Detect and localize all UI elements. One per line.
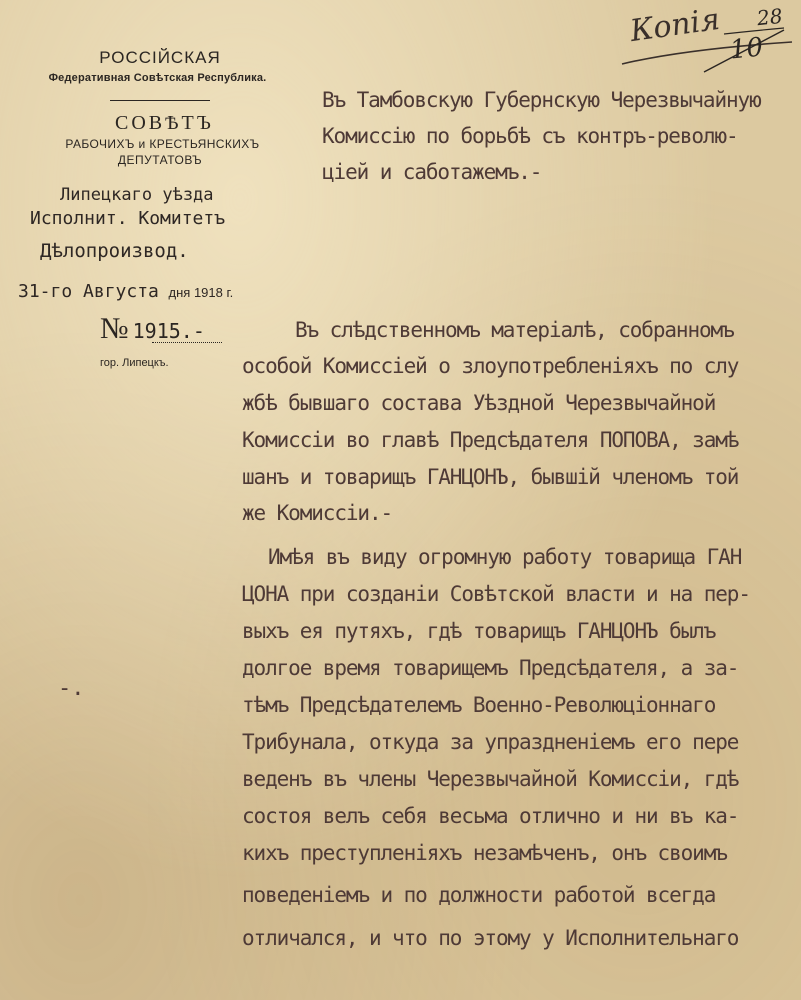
body-line: особой Комиссіей о злоупотребленіяхъ по слу xyxy=(242,354,739,378)
letterhead-divider xyxy=(110,100,210,101)
number-underline xyxy=(152,342,222,343)
handwritten-word: Копія xyxy=(628,1,723,50)
number-value: 1915.- xyxy=(132,319,205,343)
body-line: Въ слѣдственномъ матеріалѣ, собранномъ xyxy=(295,318,734,342)
addressee-line: ціей и саботажемъ.- xyxy=(322,160,542,184)
date-suffix: дня 1918 г. xyxy=(168,285,234,300)
body-line: тѣмъ Предсѣдателемъ Военно-Революціоннаго xyxy=(242,693,716,717)
body-line: веденъ въ члены Черезвычайной Комиссіи, гдѣ xyxy=(242,767,739,791)
stamp-executive-committee: Исполнит. Комитетъ xyxy=(30,208,226,229)
letterhead-federative: Федеративная Совѣтская Республика. xyxy=(48,72,267,84)
body-line: жбѣ бывшаго состава Уѣздной Черезвычайной xyxy=(242,391,716,415)
stamp-uezd: Липецкаго уѣзда xyxy=(60,185,214,205)
letterhead-deputies: ДЕПУТАТОВЪ xyxy=(117,153,203,167)
addressee-line: Въ Тамбовскую Губернскую Черезвычайную xyxy=(322,88,761,112)
letterhead-workers-peasants: РАБОЧИХЪ и КРЕСТЬЯНСКИХЪ xyxy=(65,137,260,151)
letterhead-soviet: СОВѢТЪ xyxy=(115,112,214,134)
body-line: шанъ и товарищъ ГАНЦОНЪ, бывшій членомъ той xyxy=(242,465,739,489)
body-line: отличался, и что по этому у Исполнительнаго xyxy=(242,926,739,950)
body-line: ЦОНА при созданіи Совѣтской власти и на пер- xyxy=(242,582,750,606)
handwritten-number-bottom: 10 xyxy=(728,32,765,66)
body-line: Имѣя въ виду огромную работу товарища ГАН xyxy=(268,545,742,569)
city-label: гор. Липецкъ. xyxy=(100,357,169,369)
body-line: состоя велъ себя весьма отлично и ни въ ка- xyxy=(242,804,739,828)
addressee-line: Комиссію по борьбѣ съ контръ-револю- xyxy=(322,124,738,148)
handwritten-number-top: 28 xyxy=(755,3,784,31)
stamp-office: Дѣлопроизвод. xyxy=(40,240,189,262)
body-line: Комиссіи во главѣ Предсѣдателя ПОПОВА, замѣ xyxy=(242,428,739,452)
body-line: кихъ преступленіяхъ незамѣченъ, онъ своимъ xyxy=(242,841,727,865)
margin-mark: -. xyxy=(58,676,85,701)
number-sign: № xyxy=(100,312,129,345)
document-number xyxy=(100,312,205,346)
body-line: же Комиссіи.- xyxy=(242,501,393,525)
document-date xyxy=(18,281,233,302)
letterhead-republic: РОССІЙСКАЯ xyxy=(99,48,221,67)
handwritten-annotation xyxy=(612,2,801,82)
date-day: 31-го Августа xyxy=(18,281,159,302)
body-line: долгое время товарищемъ Предсѣдателя, а за- xyxy=(242,656,739,680)
body-line: выхъ ея путяхъ, гдѣ товарищъ ГАНЦОНЪ былъ xyxy=(242,619,716,643)
body-line: Трибунала, откуда за упраздненіемъ его пере xyxy=(242,730,739,754)
body-line: поведеніемъ и по должности работой всегда xyxy=(242,883,716,907)
